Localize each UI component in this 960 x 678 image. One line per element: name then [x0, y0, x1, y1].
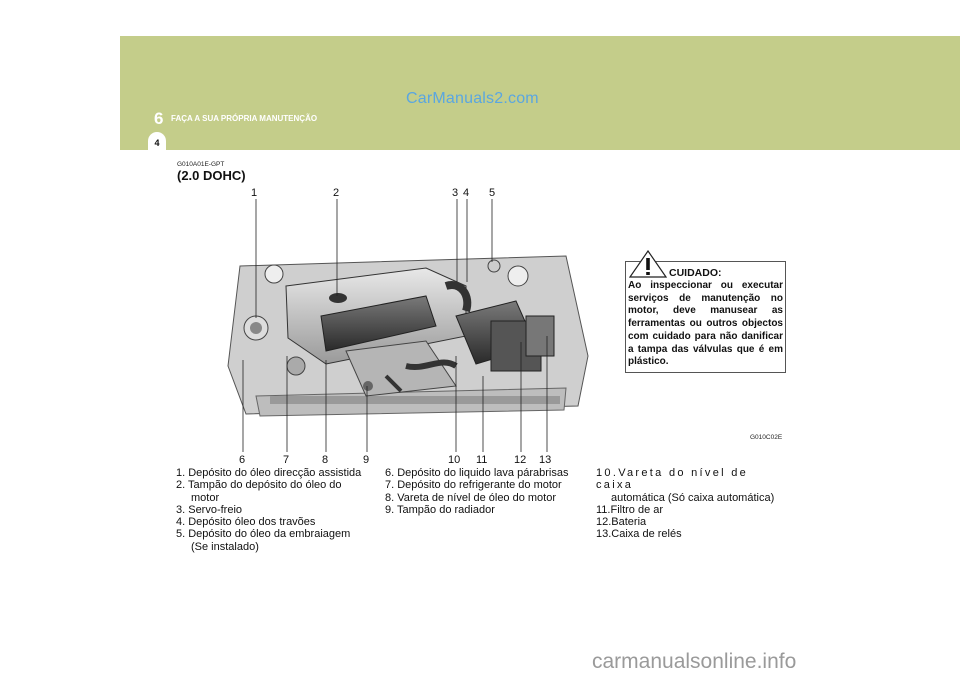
callout-5: 5 [489, 187, 496, 199]
callout-13: 13 [539, 454, 552, 466]
legend-column-3 [596, 467, 784, 541]
callout-12: 12 [514, 454, 527, 466]
callout-7: 7 [283, 454, 290, 466]
image-code: G010C02E [750, 434, 783, 441]
caution-box [625, 261, 786, 373]
legend-item: 1. Depósito do óleo direcção assistida [176, 467, 362, 479]
footer-watermark[interactable]: carmanualsonline.info [592, 650, 797, 673]
caution-text: Ao inspeccionar ou executar serviços de manutenção no motor, deve manusear as ferramentas ou outros objectos com cuidado para não danificar a tampa das válvulas que é em plástico. [628, 280, 783, 368]
callout-2: 2 [333, 187, 340, 199]
engine-model: (2.0 DOHC) [177, 168, 246, 183]
legend-item: 3. Servo-freio [176, 503, 243, 516]
header-watermark[interactable]: CarManuals2.com [406, 90, 539, 107]
legend-item: automática (Só caixa automática) [611, 491, 775, 504]
callout-11: 11 [476, 454, 488, 466]
legend-item: 8. Vareta de nível de óleo do motor [385, 491, 557, 504]
legend-item: 4. Depósito óleo dos travões [176, 516, 316, 529]
callout-1: 1 [251, 187, 258, 199]
figure-code: G010A01E-GPT [177, 161, 225, 168]
legend-item: 12.Bateria [596, 516, 647, 529]
caution-title: CUIDADO: [669, 267, 722, 279]
legend-item: 9. Tampão do radiador [385, 503, 495, 516]
legend-item: 10.Vareta do nível de caixa [596, 467, 749, 492]
callout-10: 10 [448, 454, 461, 466]
callout-9: 9 [363, 454, 370, 466]
legend-column-2 [385, 467, 568, 516]
chapter-title: FAÇA A SUA PRÓPRIA MANUTENÇÃO [171, 114, 318, 123]
legend-item: 13.Caixa de relés [596, 528, 682, 541]
callout-6: 6 [239, 454, 246, 466]
callout-8: 8 [322, 454, 329, 466]
page-number: 4 [154, 138, 160, 148]
warning-icon [629, 250, 667, 278]
callout-4: 4 [463, 187, 470, 199]
legend-column-1 [176, 467, 361, 553]
legend-item: motor [191, 491, 220, 504]
callout-3: 3 [452, 187, 459, 199]
legend-item: 2. Tampão do depósito do óleo do [176, 479, 342, 492]
chapter-number: 6 [154, 109, 164, 128]
legend-item: 5. Depósito do óleo da embraiagem [176, 528, 351, 541]
legend-item: 11.Filtro de ar [596, 503, 664, 516]
legend-item: 7. Depósito do refrigerante do motor [385, 479, 562, 492]
legend-item: (Se instalado) [191, 540, 259, 553]
legend-item: 6. Depósito do liquido lava párabrisas [385, 467, 569, 479]
